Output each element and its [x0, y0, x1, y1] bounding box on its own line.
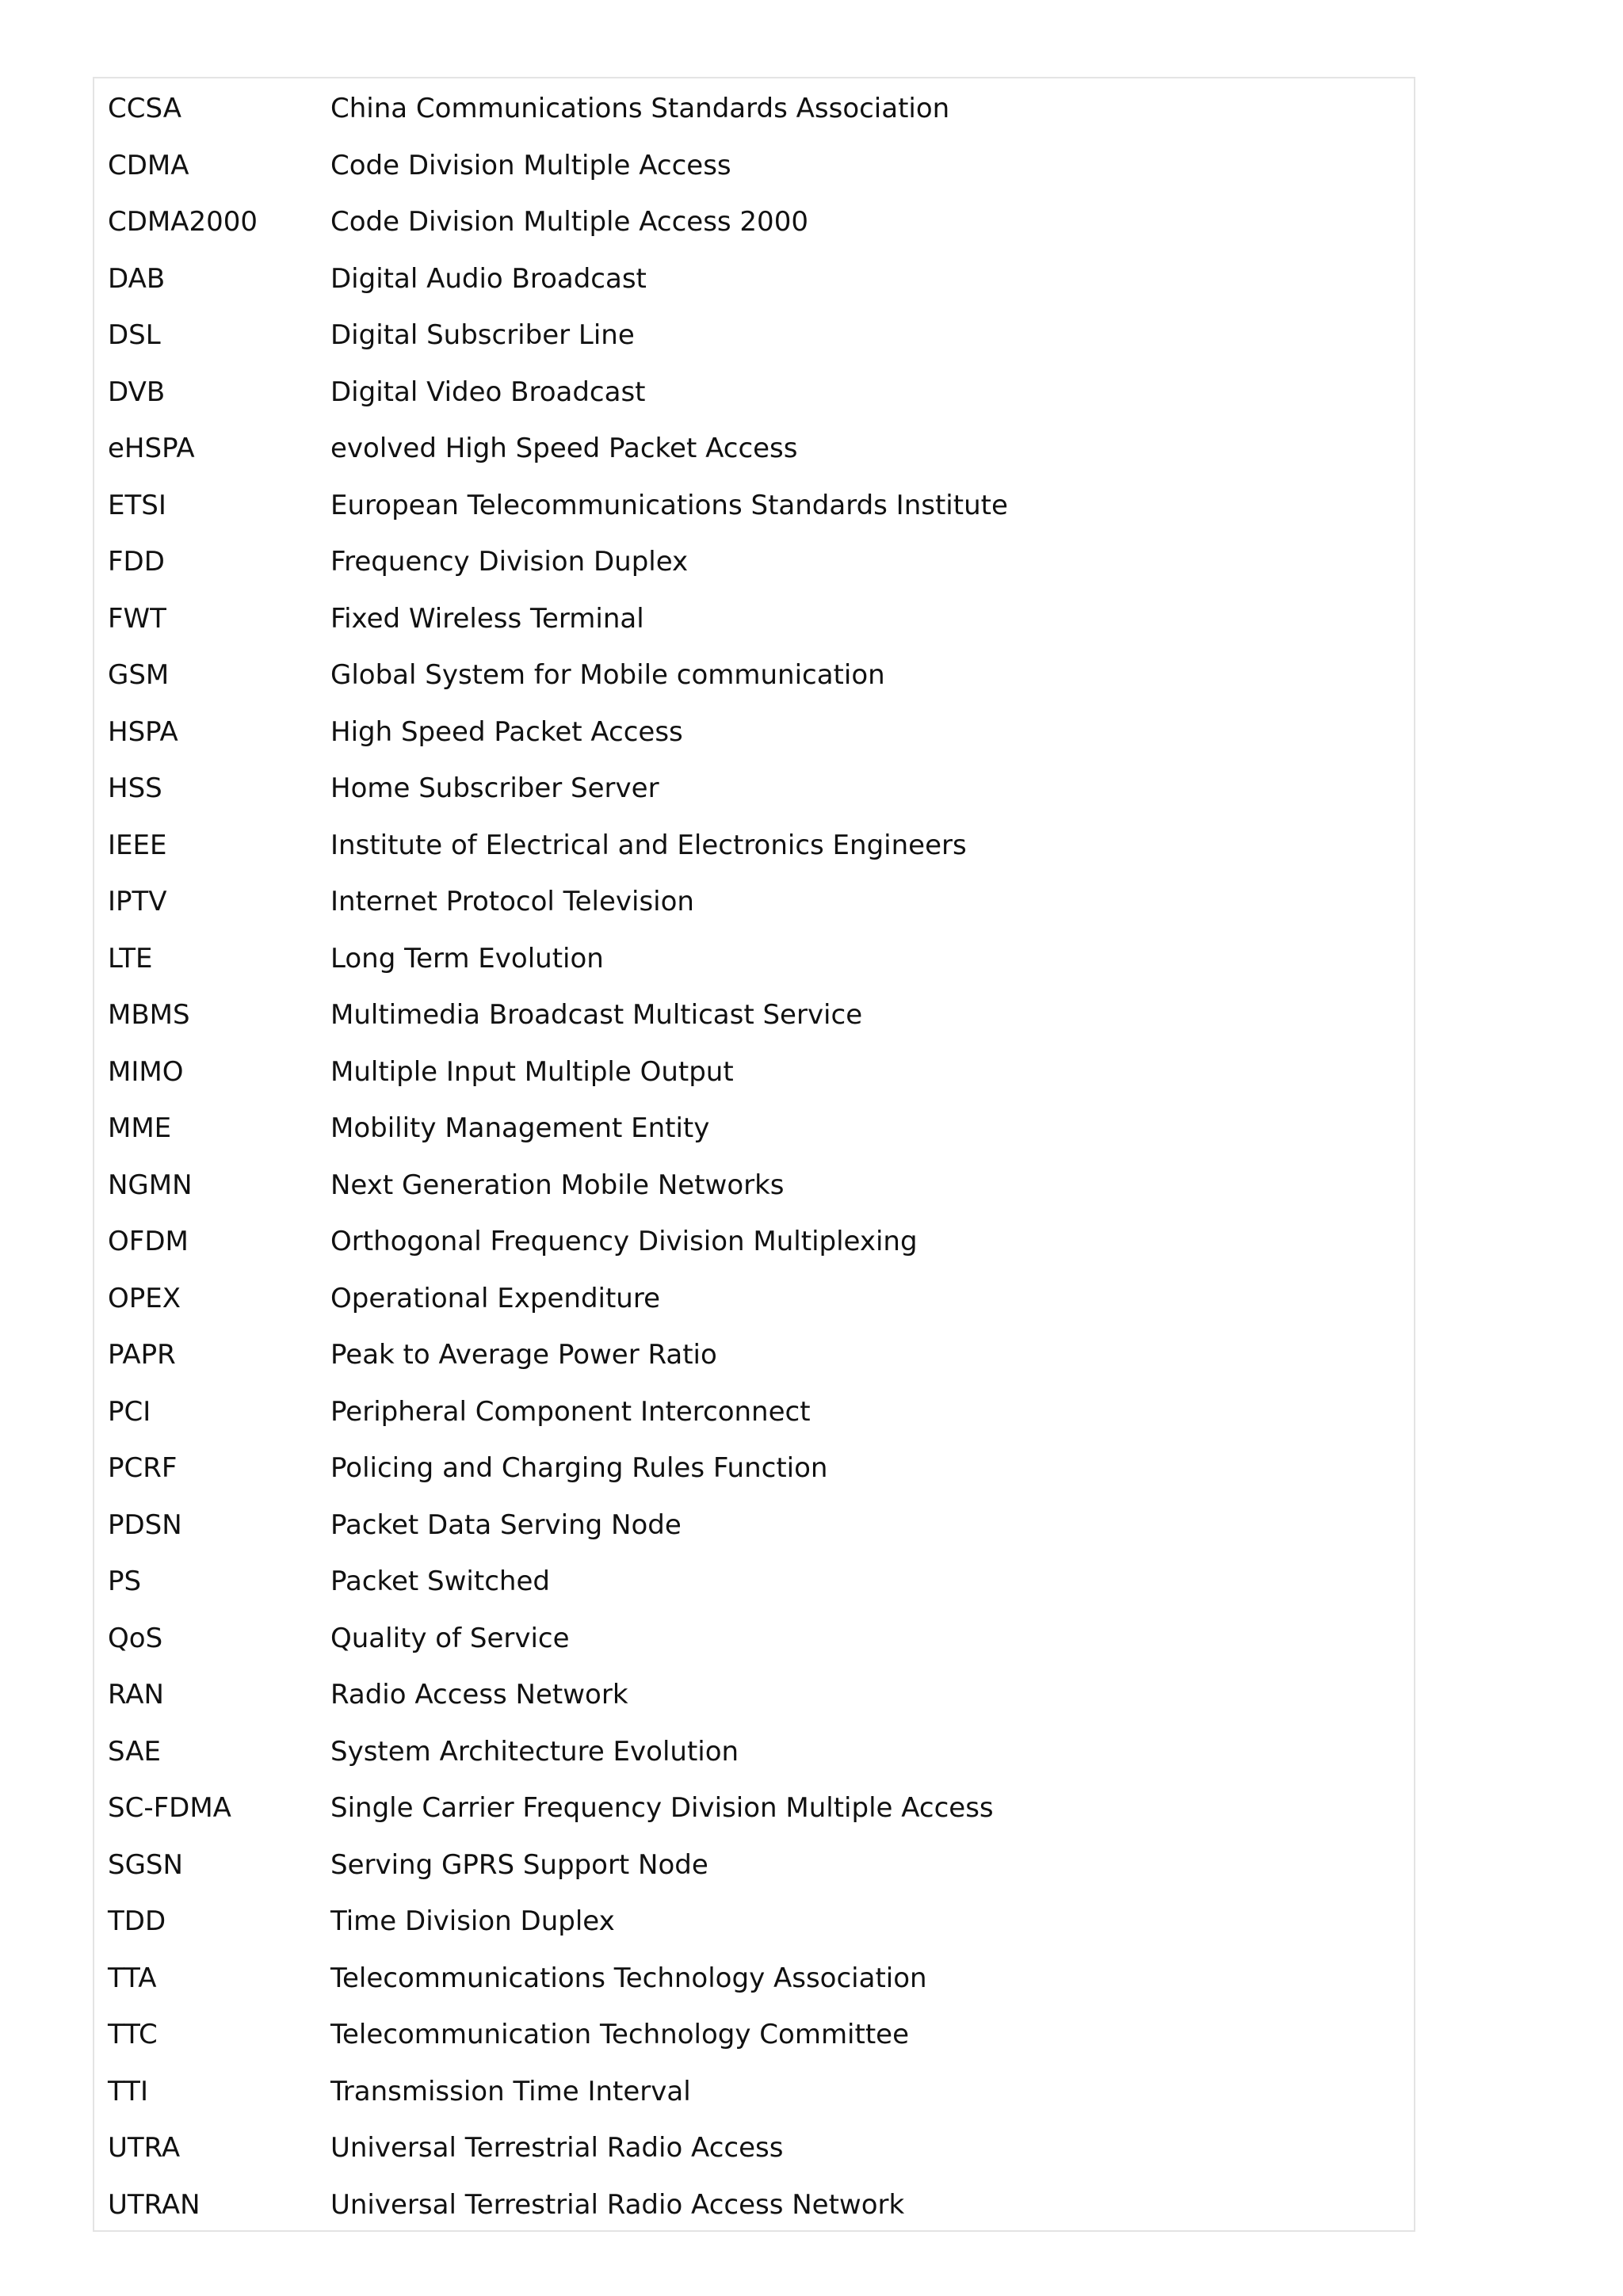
abbreviation-cell: FDD: [108, 546, 165, 578]
definition-cell: Peripheral Component Interconnect: [330, 1395, 811, 1428]
table-row: [94, 1339, 1414, 1396]
abbreviation-cell: PDSN: [108, 1508, 182, 1541]
definition-cell: Code Division Multiple Access: [330, 149, 731, 181]
definition-cell: Operational Expenditure: [330, 1282, 661, 1314]
abbreviation-cell: HSPA: [108, 715, 178, 748]
table-row: [94, 1056, 1414, 1113]
table-row: [94, 206, 1414, 263]
definition-cell: Digital Video Broadcast: [330, 376, 646, 408]
table-row: [94, 1849, 1414, 1906]
definition-cell: Packet Data Serving Node: [330, 1508, 682, 1541]
abbreviation-cell: TTC: [108, 2019, 158, 2050]
table-row: [94, 1679, 1414, 1736]
definition-cell: Institute of Electrical and Electronics Engineers: [330, 829, 967, 861]
definition-cell: Home Subscriber Server: [330, 772, 659, 804]
table-row: [94, 1509, 1414, 1566]
table-row: [94, 546, 1414, 603]
abbreviation-cell: DVB: [108, 376, 166, 408]
abbreviation-cell: TTI: [108, 2075, 148, 2107]
definition-cell: Serving GPRS Support Node: [330, 1848, 708, 1881]
abbreviation-cell: QoS: [108, 1622, 163, 1654]
table-row: [94, 659, 1414, 716]
abbreviation-cell: GSM: [108, 659, 170, 691]
table-row: [94, 319, 1414, 376]
table-row: [94, 2076, 1414, 2133]
abbreviation-cell: DSL: [108, 319, 161, 351]
definition-cell: Policing and Charging Rules Function: [330, 1452, 828, 1484]
definition-cell: Transmission Time Interval: [330, 2075, 691, 2107]
definition-cell: Universal Terrestrial Radio Access Network: [330, 2188, 905, 2221]
table-row: [94, 376, 1414, 433]
table-row: [94, 1736, 1414, 1793]
abbreviation-cell: UTRA: [108, 2132, 181, 2164]
definition-cell: High Speed Packet Access: [330, 715, 683, 748]
abbreviation-cell: ETSI: [108, 489, 166, 521]
table-row: [94, 716, 1414, 773]
table-row: [94, 2019, 1414, 2076]
table-row: [94, 433, 1414, 490]
table-row: [94, 490, 1414, 547]
abbreviation-cell: MIMO: [108, 1055, 184, 1088]
abbreviation-cell: PS: [108, 1566, 142, 1597]
abbreviation-cell: IPTV: [108, 886, 167, 917]
table-row: [94, 1905, 1414, 1962]
abbreviation-cell: PCI: [108, 1395, 151, 1428]
abbreviation-cell: CDMA: [108, 149, 189, 181]
abbreviation-cell: eHSPA: [108, 433, 195, 464]
table-row: [94, 1226, 1414, 1283]
abbreviation-cell: DAB: [108, 262, 166, 295]
table-row: [94, 1452, 1414, 1509]
abbreviation-cell: LTE: [108, 942, 153, 974]
abbreviation-cell: SAE: [108, 1735, 161, 1768]
definition-cell: Universal Terrestrial Radio Access: [330, 2132, 784, 2164]
abbreviation-cell: HSS: [108, 772, 162, 804]
definition-cell: Time Division Duplex: [330, 1905, 615, 1937]
abbreviation-cell: UTRAN: [108, 2188, 200, 2221]
abbreviation-cell: TDD: [108, 1905, 166, 1937]
definition-cell: Multiple Input Multiple Output: [330, 1055, 734, 1088]
definition-cell: Peak to Average Power Ratio: [330, 1339, 717, 1371]
table-row: [94, 943, 1414, 1000]
table-row: [94, 2132, 1414, 2189]
definition-cell: Digital Subscriber Line: [330, 319, 635, 351]
abbreviation-cell: MME: [108, 1112, 172, 1144]
table-row: [94, 263, 1414, 320]
definition-cell: Single Carrier Frequency Division Multiple Access: [330, 1792, 994, 1824]
table-row: [94, 150, 1414, 207]
table-row: [94, 1112, 1414, 1169]
table-row: [94, 1792, 1414, 1849]
abbreviation-cell: PAPR: [108, 1339, 176, 1371]
definition-cell: Radio Access Network: [330, 1679, 628, 1711]
definition-cell: Orthogonal Frequency Division Multiplexing: [330, 1226, 918, 1257]
abbreviation-cell: CCSA: [108, 93, 181, 124]
abbreviation-cell: NGMN: [108, 1169, 193, 1201]
table-row: [94, 1283, 1414, 1340]
definition-cell: China Communications Standards Association: [330, 93, 950, 124]
abbreviation-cell: SC-FDMA: [108, 1792, 231, 1824]
abbreviation-cell: TTA: [108, 1962, 157, 1994]
table-row: [94, 1169, 1414, 1226]
definition-cell: Global System for Mobile communication: [330, 659, 885, 691]
definition-cell: evolved High Speed Packet Access: [330, 433, 798, 464]
table-row: [94, 886, 1414, 943]
table-row: [94, 1623, 1414, 1680]
definition-cell: Quality of Service: [330, 1622, 570, 1654]
table-row: [94, 772, 1414, 830]
definition-cell: Frequency Division Duplex: [330, 546, 689, 578]
definition-cell: Long Term Evolution: [330, 942, 604, 974]
table-row: [94, 93, 1414, 150]
definition-cell: Digital Audio Broadcast: [330, 262, 647, 295]
table-row: [94, 603, 1414, 660]
abbreviation-cell: OFDM: [108, 1226, 189, 1257]
abbreviations-table: [93, 77, 1415, 2232]
abbreviation-cell: SGSN: [108, 1848, 183, 1881]
table-row: [94, 1962, 1414, 2019]
abbreviation-cell: CDMA2000: [108, 206, 258, 238]
definition-cell: European Telecommunications Standards Institute: [330, 489, 1008, 521]
abbreviations-list: [94, 93, 1414, 2245]
table-row: [94, 2189, 1414, 2246]
definition-cell: Code Division Multiple Access 2000: [330, 206, 808, 238]
definition-cell: System Architecture Evolution: [330, 1735, 739, 1768]
table-row: [94, 1396, 1414, 1453]
table-row: [94, 999, 1414, 1056]
abbreviation-cell: PCRF: [108, 1452, 178, 1484]
definition-cell: Telecommunication Technology Committee: [330, 2019, 910, 2050]
table-row: [94, 1566, 1414, 1623]
abbreviation-cell: RAN: [108, 1679, 164, 1711]
abbreviation-cell: MBMS: [108, 999, 190, 1031]
table-row: [94, 830, 1414, 887]
definition-cell: Fixed Wireless Terminal: [330, 602, 644, 635]
definition-cell: Mobility Management Entity: [330, 1112, 710, 1144]
definition-cell: Internet Protocol Television: [330, 886, 694, 917]
abbreviation-cell: OPEX: [108, 1282, 181, 1314]
abbreviation-cell: IEEE: [108, 829, 167, 861]
definition-cell: Telecommunications Technology Association: [330, 1962, 927, 1994]
definition-cell: Multimedia Broadcast Multicast Service: [330, 999, 863, 1031]
definition-cell: Next Generation Mobile Networks: [330, 1169, 785, 1201]
definition-cell: Packet Switched: [330, 1566, 550, 1597]
abbreviation-cell: FWT: [108, 602, 166, 635]
